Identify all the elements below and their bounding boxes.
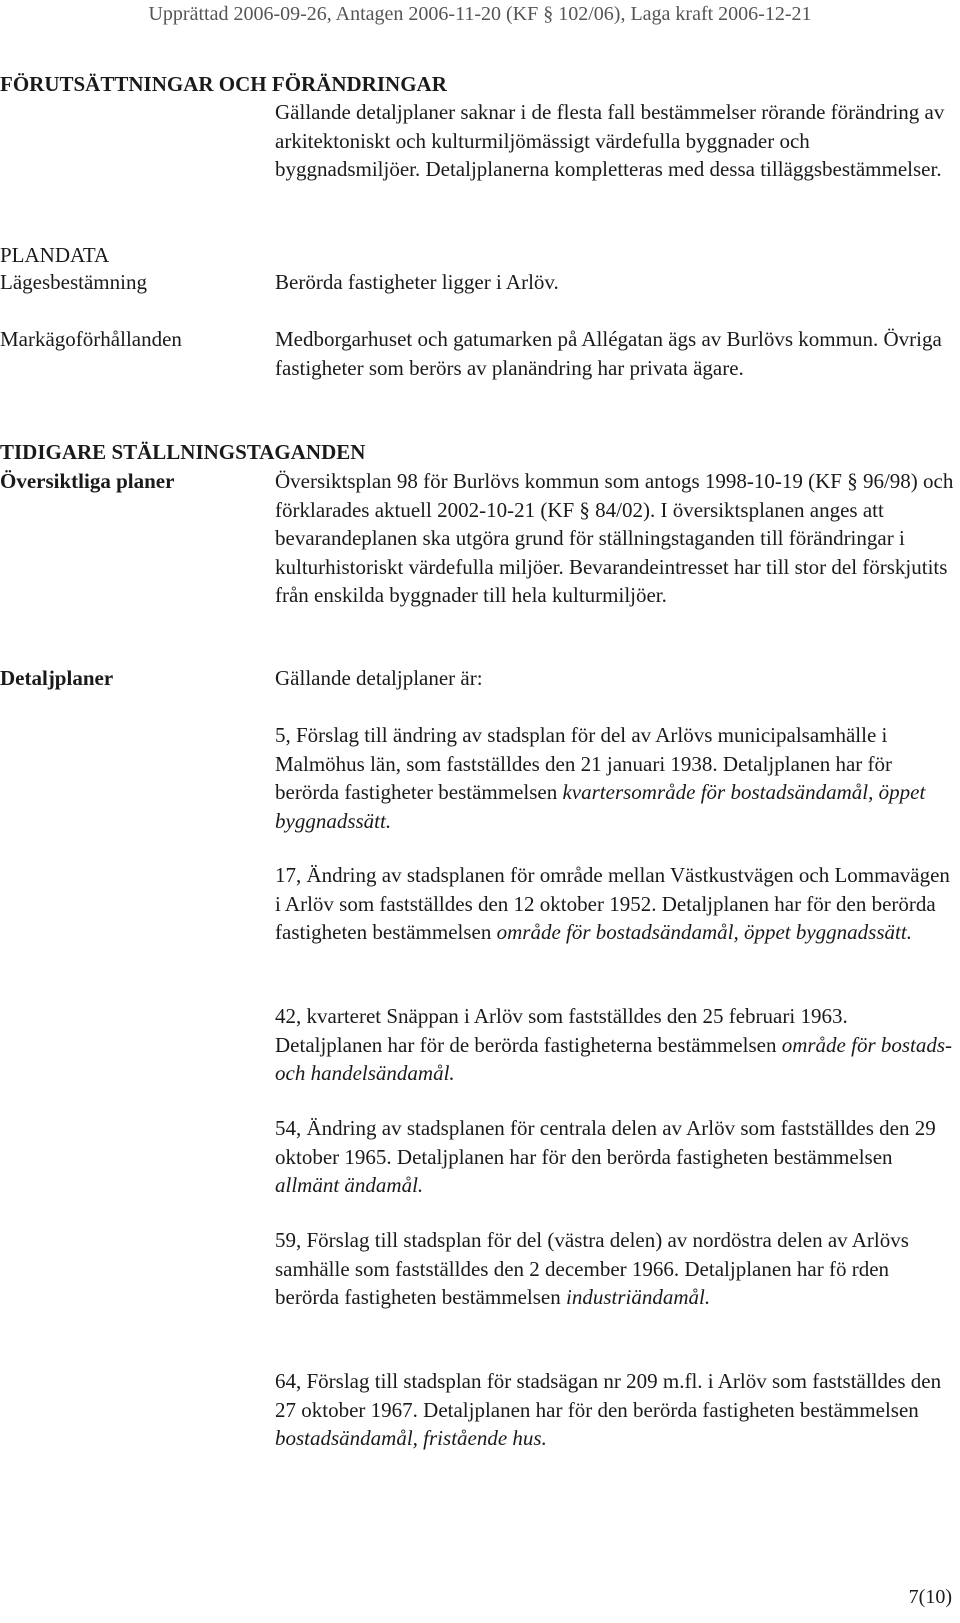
detaljplan-item [275,1114,955,1200]
detaljplan-designation: allmänt ändamål. [275,1173,424,1197]
detaljplan-text: 54, Ändring av stadsplanen för centrala delen av Arlöv som fastställdes den 29 oktober 1965. Detaljplanen har för den berörda fastigheten bestämmelsen [275,1116,936,1169]
markagoforhallanden-text: Medborgarhuset och gatumarken på Allégatan ägs av Burlövs kommun. Övriga fastigheter som berörs av planändring har privata ägare. [275,327,942,380]
detaljplan-text: 42, kvarteret Snäppan i Arlöv som fastställdes den 25 februari 1963. Detaljplanen har för de berörda fastigheterna bestämmelsen [275,1004,848,1057]
page-number: 7(10) [908,1586,952,1608]
section-heading-forutsattningar: FÖRUTSÄTTNINGAR OCH FÖRÄNDRINGAR [0,72,447,96]
oversiktliga-planer-text: Översiktsplan 98 för Burlövs kommun som antogs 1998-10-19 (KF § 96/98) och förklarades aktuell 2002-10-21 (KF § 84/02). I översiktsplanen anges att bevarandeplanen ska utgöra grund för ställningstaganden till förändringar i kulturhistoriskt värdefulla miljöer. Bevarandeintresset har till stor del förskjutits från enskilda byggnader till hela kulturmiljöer. [275,469,954,607]
detaljplan-item [275,1367,955,1453]
detaljplan-text: 5, Förslag till ändring av stadsplan för del av Arlövs municipalsamhälle i Malmöhus län, som fastställdes den 21 januari 1938. Detaljplanen har för berörda fastigheter bestämmelsen [275,723,893,804]
lagesbestamning-label: Lägesbestämning [0,270,147,294]
detaljplaner-intro: Gällande detaljplaner är: [275,666,483,690]
detaljplan-designation: kvartersområde för bostadsändamål, öppet byggnadssätt. [275,780,926,833]
detaljplaner-label: Detaljplaner [0,666,114,690]
detaljplan-text: 59, Förslag till stadsplan för del (västra delen) av nordöstra delen av Arlövs samhälle som fastställdes den 2 december 1966. Detaljplanen har fö rden berörda fastigheten bestämmelsen [275,1228,909,1309]
detaljplan-item [275,721,955,835]
detaljplan-designation: bostadsändamål, fristående hus. [275,1426,547,1450]
detaljplan-designation: industriändamål. [565,1285,711,1309]
detaljplan-text: 64, Förslag till stadsplan för stadsägan nr 209 m.fl. i Arlöv som fastställdes den 27 oktober 1967. Detaljplanen har för den berörda fastigheten bestämmelsen [275,1369,942,1422]
detaljplan-item [275,861,955,947]
oversiktliga-planer-label: Översiktliga planer [0,469,175,493]
detaljplan-text: 17, Ändring av stadsplanen för område mellan Västkustvägen och Lommavägen i Arlöv som fastställdes den 12 oktober 1952. Detaljplanen har för den berörda fastigheten bestämmelsen [275,863,950,944]
detaljplan-item [275,1002,955,1088]
lagesbestamning-text: Berörda fastigheter ligger i Arlöv. [275,270,559,294]
page-header: Upprättad 2006-09-26, Antagen 2006-11-20 (KF § 102/06), Laga kraft 2006-12-21 [148,3,812,25]
detaljplan-item [275,1226,955,1312]
detaljplan-designation: område för bostads- och handelsändamål. [275,1032,953,1085]
section-heading-plandata: PLANDATA [0,243,110,267]
detaljplan-designation: område för bostadsändamål, öppet byggnadssätt. [496,920,912,944]
markagoforhallanden-label: Markägoförhållanden [0,327,182,351]
forutsattningar-text: Gällande detaljplaner saknar i de flesta fall bestämmelser rörande förändring av arkitektoniskt och kulturmiljömässigt värdefulla byggnader och byggnadsmiljöer. Detaljplanerna kompletteras med dessa tilläggsbestämmelser. [275,100,945,181]
section-heading-tidigare: TIDIGARE STÄLLNINGSTAGANDEN [0,440,366,464]
